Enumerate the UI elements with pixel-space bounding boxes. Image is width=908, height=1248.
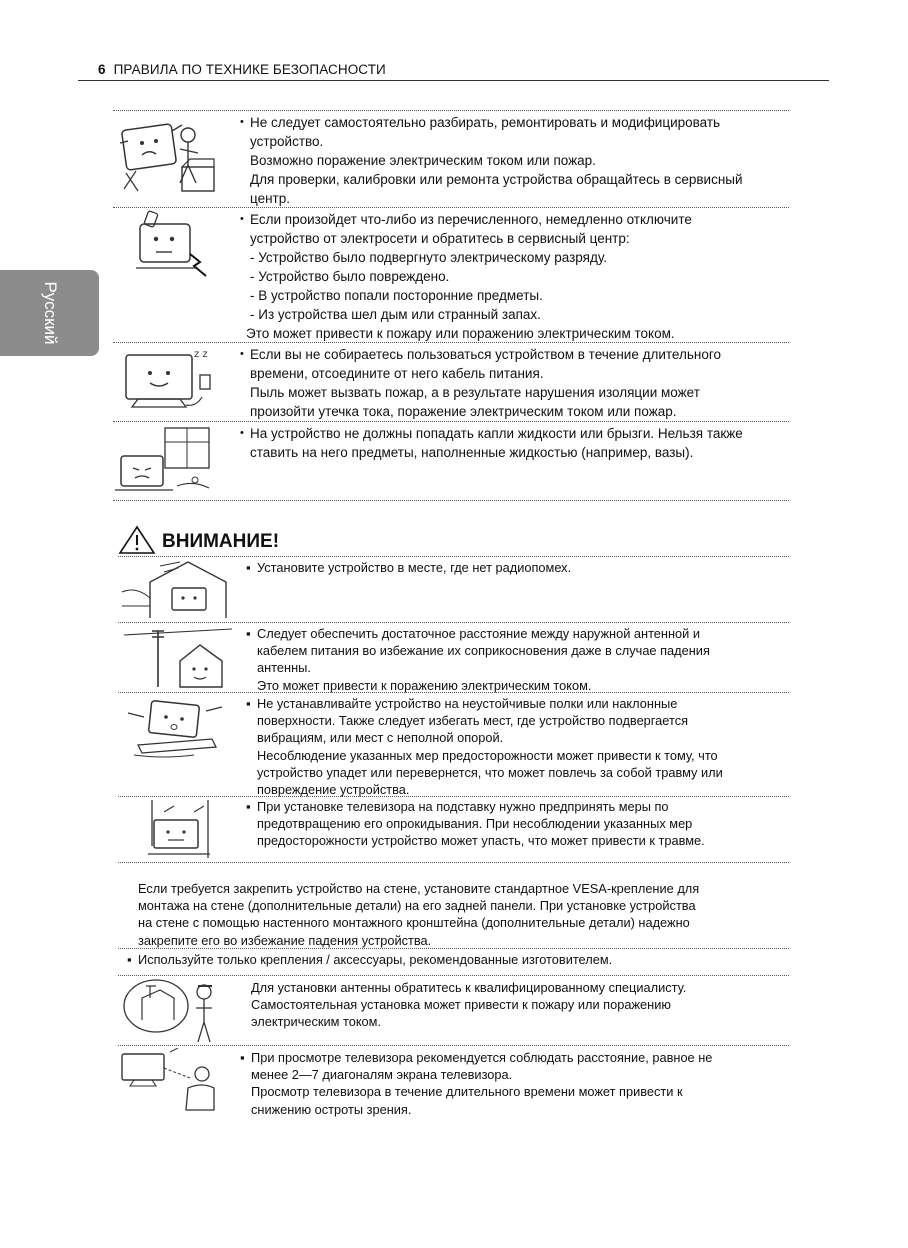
divider: [118, 862, 789, 863]
wall-mount-line: Если требуется закрепить устройство на стене, установите стандартное VESA-крепление для: [138, 881, 700, 896]
caution-line: ▪ При установке телевизора на подставку нужно предпринять меры по: [257, 798, 789, 815]
warning-line: ставить на него предметы, наполненные жидкостью (например, вазы).: [250, 445, 694, 460]
viewing-line: ▪ При просмотре телевизора рекомендуется соблюдать расстояние, равное не: [251, 1049, 791, 1066]
divider: [113, 110, 789, 111]
header-divider: [78, 80, 829, 81]
viewing-distance-illustration: [114, 1048, 224, 1114]
wall-mount-line: закрепите его во избежание падения устройства.: [138, 932, 432, 948]
caution-line: ▪ Не устанавливайте устройство на неустойчивые полки или наклонные: [257, 695, 789, 712]
warning-disassembly: [250, 113, 790, 208]
wall-mount-line: монтажа на стене (дополнительные детали) на его задней панели. При установке устройства: [138, 898, 696, 914]
viewing-line: Просмотр телевизора в течение длительного времени может привести к: [251, 1084, 683, 1100]
caution-line: Несоблюдение указанных мер предосторожности может привести к тому, что: [257, 747, 718, 763]
warning-line: • Если произойдет что-либо из перечисленного, немедленно отключите: [250, 210, 790, 229]
warning-line: • Не следует самостоятельно разбирать, ремонтировать и модифицировать: [250, 113, 790, 132]
antenna-cable-illustration: [122, 625, 232, 689]
caution-line: ▪ Установите устройство в месте, где нет радиопомех.: [257, 559, 789, 576]
warning-line: Возможно поражение электрическим током или пожар.: [250, 153, 596, 168]
caution-radio-interference: [257, 559, 789, 576]
warning-triangle-icon: [118, 525, 156, 555]
caution-line: предосторожности устройство может упасть, что может привести к травме.: [257, 833, 705, 849]
caution-line: вибрациям, или мест с неполной опорой.: [257, 730, 504, 746]
caution-line: устройство упадет или перевернется, что может повлечь за собой травму или: [257, 764, 723, 780]
warning-line: Для проверки, калибровки или ремонта устройства обращайтесь в сервисный: [250, 172, 743, 187]
viewing-line: менее 2—7 диагоналям экрана телевизора.: [251, 1067, 513, 1083]
warning-line: произойти утечка тока, поражение электрическим током или пожар.: [250, 404, 677, 419]
caution-line: антенны.: [257, 660, 311, 676]
caution-line: повреждение устройства.: [257, 782, 410, 798]
viewing-line: снижению остроты зрения.: [251, 1101, 412, 1117]
language-tab-label: Русский: [40, 281, 60, 345]
warning-unplug: [250, 345, 790, 421]
warning-line: Это может привести к пожару или поражению электрическим током.: [246, 326, 675, 341]
accessories-note: [138, 951, 778, 968]
tv-stand-tipping-illustration: [134, 798, 214, 860]
warning-line: - Из устройства шел дым или странный запах.: [250, 307, 541, 322]
caution-line: предотвращению его опрокидывания. При несоблюдении указанных мер: [257, 816, 693, 832]
antenna-line: Самостоятельная установка может привести к пожару или поражению: [251, 997, 671, 1013]
caution-line: Это может привести к поражению электрическим током.: [257, 677, 592, 693]
warning-line: Пыль может вызвать пожар, а в результате нарушения изоляции может: [250, 385, 700, 400]
divider: [113, 500, 789, 501]
divider: [118, 975, 789, 976]
page-header: [98, 62, 386, 77]
caution-antenna-distance: [257, 625, 789, 694]
warning-line: устройство от электросети и обратитесь в сервисный центр:: [250, 231, 630, 246]
divider: [118, 556, 789, 557]
antenna-line: Для установки антенны обратитесь к квалифицированному специалисту.: [251, 980, 687, 995]
caution-stand-tipping: [257, 798, 789, 850]
warning-line: устройство.: [250, 134, 324, 149]
warning-liquids: [250, 424, 790, 462]
warning-line: • На устройство не должны попадать капли жидкости или брызги. Нельзя также: [250, 424, 790, 443]
antenna-technician-illustration: [120, 978, 220, 1046]
divider: [118, 622, 789, 623]
caution-line: ▪ Следует обеспечить достаточное расстояние между наружной антенной и: [257, 625, 789, 642]
warning-line: центр.: [250, 191, 290, 206]
warning-disconnect: [246, 210, 790, 343]
caution-line: поверхности. Также следует избегать мест, где устройство подвергается: [257, 713, 689, 729]
caution-unstable-surfaces: [257, 695, 789, 798]
accessories-line: ▪ Используйте только крепления / аксессуары, рекомендованные изготовителем.: [138, 951, 778, 968]
tv-disassembly-illustration: [118, 113, 218, 201]
antenna-line: электрическим током.: [251, 1014, 382, 1030]
warning-line: - Устройство было подвергнуто электрическому разряду.: [250, 250, 608, 265]
caution-title: ВНИМАНИЕ!: [162, 531, 280, 552]
warning-line: - В устройство попали посторонние предметы.: [250, 288, 543, 303]
page-title: ПРАВИЛА ПО ТЕХНИКЕ БЕЗОПАСНОСТИ: [113, 62, 386, 77]
warning-line: - Устройство было повреждено.: [250, 269, 450, 284]
wall-mount-line: на стене с помощью настенного монтажного кронштейна (дополнительные детали) надежно: [138, 915, 690, 931]
tv-unplugged-illustration: [120, 345, 220, 415]
divider: [118, 1045, 789, 1046]
tv-liquid-illustration: [113, 424, 223, 498]
caution-heading: [118, 525, 280, 555]
viewing-distance-note: [251, 1049, 791, 1118]
wall-mount-paragraph: [138, 880, 778, 949]
divider: [113, 421, 789, 422]
tv-unstable-surface-illustration: [124, 695, 228, 759]
divider: [118, 948, 789, 949]
page-number: 6: [98, 62, 106, 77]
caution-line: кабелем питания во избежание их соприкосновения даже в случае падения: [257, 643, 710, 659]
svg-text:z z: z z: [194, 349, 208, 360]
antenna-installation-note: [251, 979, 791, 1031]
warning-line: времени, отсоедините от него кабель питания.: [250, 366, 544, 381]
warning-line: • Если вы не собираетесь пользоваться устройством в течение длительного: [250, 345, 790, 364]
tv-shock-illustration: [126, 210, 216, 280]
language-side-tab: [0, 270, 99, 356]
house-antenna-illustration: [120, 558, 240, 620]
